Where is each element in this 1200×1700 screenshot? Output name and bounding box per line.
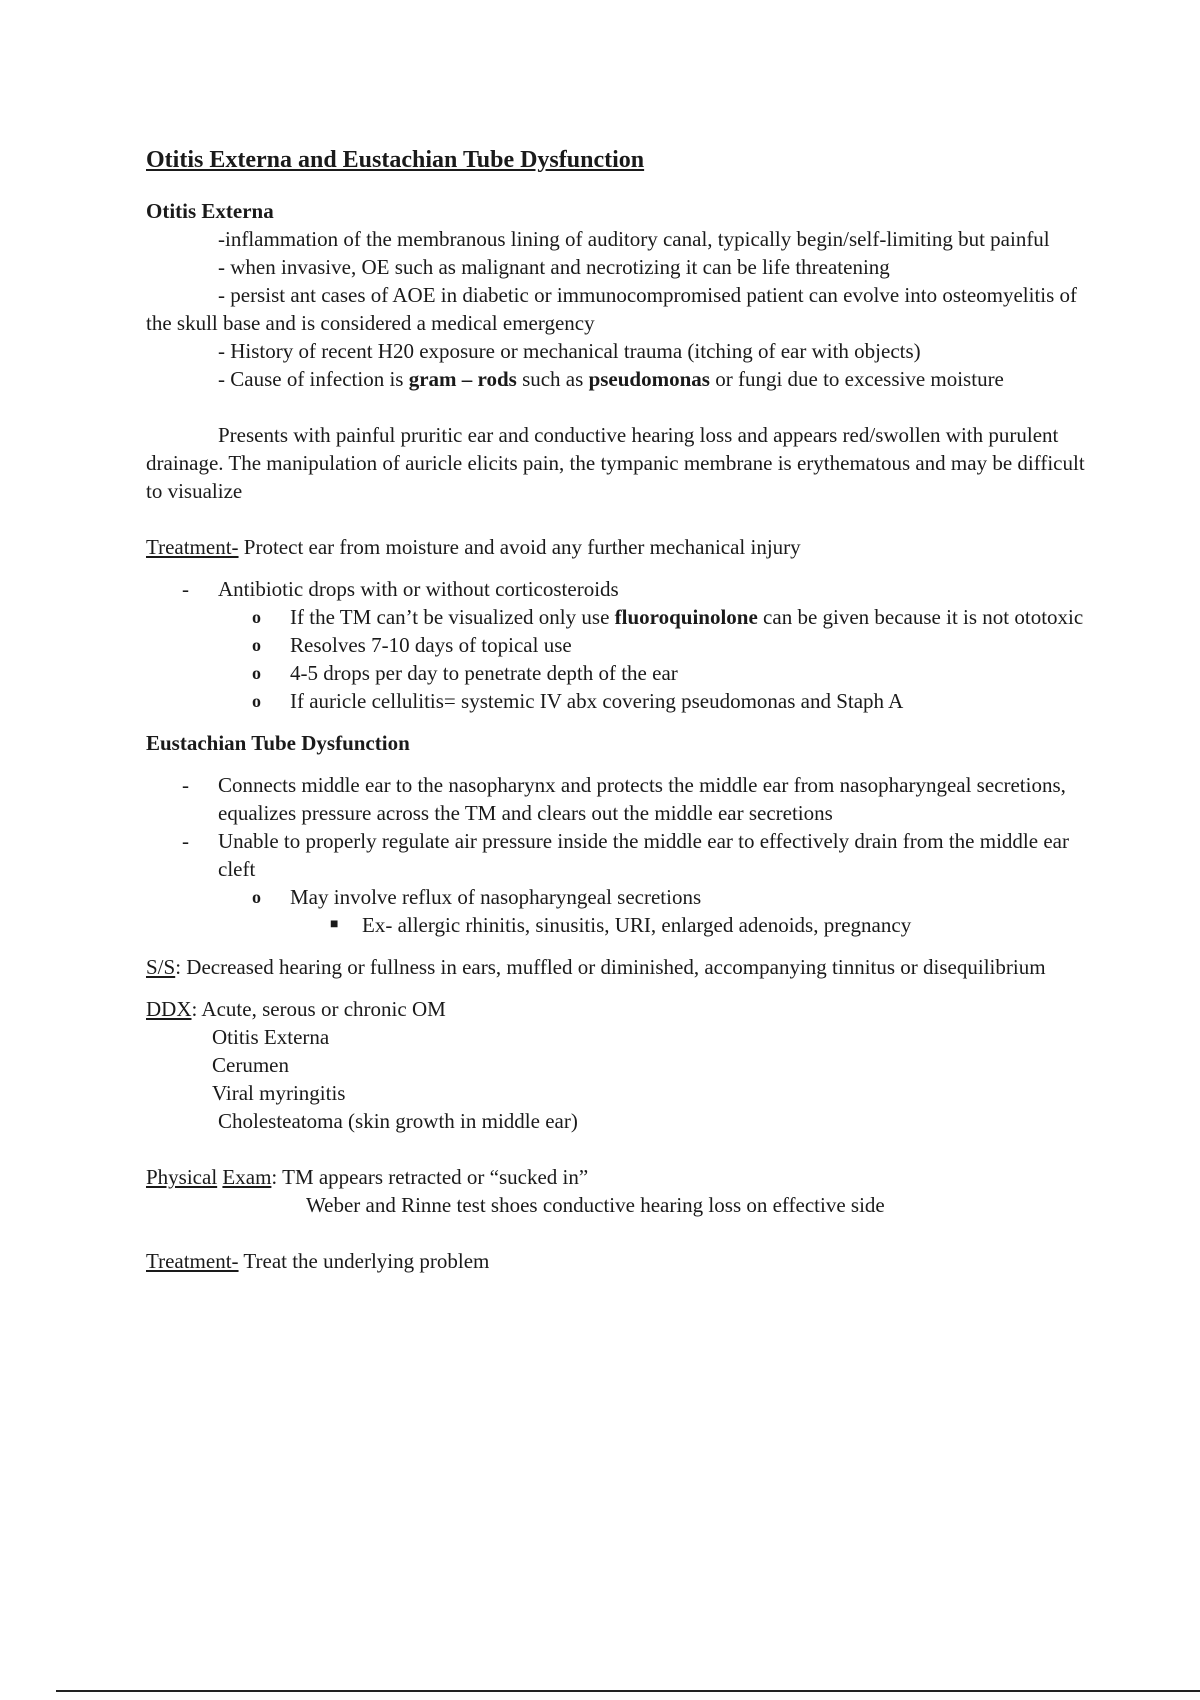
oe-cause-text: or fungi due to excessive moisture — [709, 367, 1004, 391]
list-item-text: Antibiotic drops with or without corticosteroids — [218, 577, 619, 601]
etd-treatment-text: Treat the underlying problem — [238, 1249, 490, 1273]
footer-divider — [56, 1690, 1200, 1692]
pe-label-exam: Exam — [222, 1165, 272, 1189]
oe-cause-text: - Cause of infection is — [218, 367, 409, 391]
oe-cause-bold-pseudomonas: pseudomonas — [588, 367, 710, 391]
list-item-text: If auricle cellulitis= systemic IV abx covering pseudomonas and Staph A — [290, 689, 904, 713]
list-item-text: Ex- allergic rhinitis, sinusitis, URI, enlarged adenoids, pregnancy — [362, 913, 912, 937]
list-item — [146, 603, 1096, 631]
oe-definition: -inflammation of the membranous lining of auditory canal, typically begin/self-limiting but painful — [218, 227, 1050, 251]
ddx-label: DDX — [146, 997, 192, 1021]
oe-cause-bold-gram: gram – rods — [408, 367, 517, 391]
pe-text: : TM appears retracted or “sucked in” — [271, 1165, 589, 1189]
dash-bullet: - — [182, 577, 189, 601]
oe-treatment-text: Protect ear from moisture and avoid any further mechanical injury — [238, 535, 801, 559]
document-page — [146, 145, 1096, 1275]
list-item — [146, 631, 1096, 659]
ddx-item: Otitis Externa — [212, 1025, 330, 1049]
list-item — [146, 659, 1096, 687]
etd-list — [146, 771, 1096, 939]
list-item-text: May involve reflux of nasopharyngeal secretions — [290, 885, 702, 909]
section-heading-otitis-externa: Otitis Externa — [146, 199, 274, 223]
list-item — [146, 771, 1096, 827]
oe-treatment-label: Treatment- — [146, 535, 239, 559]
etd-physical-exam — [146, 1163, 1096, 1191]
square-bullet: ■ — [330, 917, 339, 932]
ss-label: S/S — [146, 955, 176, 979]
ddx-item: Cerumen — [212, 1053, 289, 1077]
list-item-text: Resolves 7-10 days of topical use — [290, 633, 572, 657]
etd-signs-symptoms — [146, 953, 1096, 981]
circle-bullet: o — [252, 887, 261, 907]
oe-persistent-note: - persist ant cases of AOE in diabetic or immunocompromised patient can evolve into osteomyelitis of the skull base and is considered a medical emergency — [146, 283, 1078, 335]
dash-bullet: - — [182, 829, 189, 853]
list-item — [146, 827, 1096, 883]
circle-bullet: o — [252, 663, 261, 683]
ddx-first: : Acute, serous or chronic OM — [191, 997, 446, 1021]
oe-presentation: Presents with painful pruritic ear and conductive hearing loss and appears red/swollen with purulent drainage. The manipulation of auricle elicits pain, the tympanic membrane is erythematous and may be difficult to visualize — [146, 423, 1085, 503]
etd-treatment — [146, 1247, 1096, 1275]
list-item-text: can be given because it is not ototoxic — [757, 605, 1084, 629]
oe-invasive-note: - when invasive, OE such as malignant and necrotizing it can be life threatening — [218, 255, 890, 279]
oe-history-note: - History of recent H20 exposure or mechanical trauma (itching of ear with objects) — [218, 339, 921, 363]
list-item-text: Unable to properly regulate air pressure inside the middle ear to effectively drain from the middle ear cleft — [218, 829, 1069, 881]
ss-text: : Decreased hearing or fullness in ears, muffled or diminished, accompanying tinnitus or disequilibrium — [175, 955, 1046, 979]
circle-bullet: o — [252, 607, 261, 627]
list-item-text: If the TM can’t be visualized only use — [290, 605, 615, 629]
list-item — [146, 883, 1096, 911]
list-item — [146, 687, 1096, 715]
circle-bullet: o — [252, 691, 261, 711]
list-item-text: Connects middle ear to the nasopharynx and protects the middle ear from nasopharyngeal secretions, equalizes pressure across the TM and clears out the middle ear secretions — [218, 773, 1066, 825]
ddx-item: Cholesteatoma (skin growth in middle ear) — [218, 1109, 578, 1133]
oe-cause-text: such as — [516, 367, 589, 391]
circle-bullet: o — [252, 635, 261, 655]
dash-bullet: - — [182, 773, 189, 797]
list-item-bold-text: fluoroquinolone — [614, 605, 758, 629]
list-item-text: 4-5 drops per day to penetrate depth of the ear — [290, 661, 678, 685]
oe-treatment — [146, 533, 1096, 561]
page-title: Otitis Externa and Eustachian Tube Dysfunction — [146, 147, 645, 173]
ddx-item: Viral myringitis — [212, 1081, 346, 1105]
oe-cause-note — [146, 365, 1096, 393]
oe-treatment-list — [146, 575, 1096, 715]
section-heading-eustachian-tube-dysfunction: Eustachian Tube Dysfunction — [146, 731, 410, 755]
pe-label-physical: Physical — [146, 1165, 218, 1189]
list-item — [146, 911, 1096, 939]
pe-text-second: Weber and Rinne test shoes conductive hearing loss on effective side — [306, 1193, 885, 1217]
etd-treatment-label: Treatment- — [146, 1249, 239, 1273]
list-item — [146, 575, 1096, 603]
etd-ddx — [146, 995, 1096, 1023]
